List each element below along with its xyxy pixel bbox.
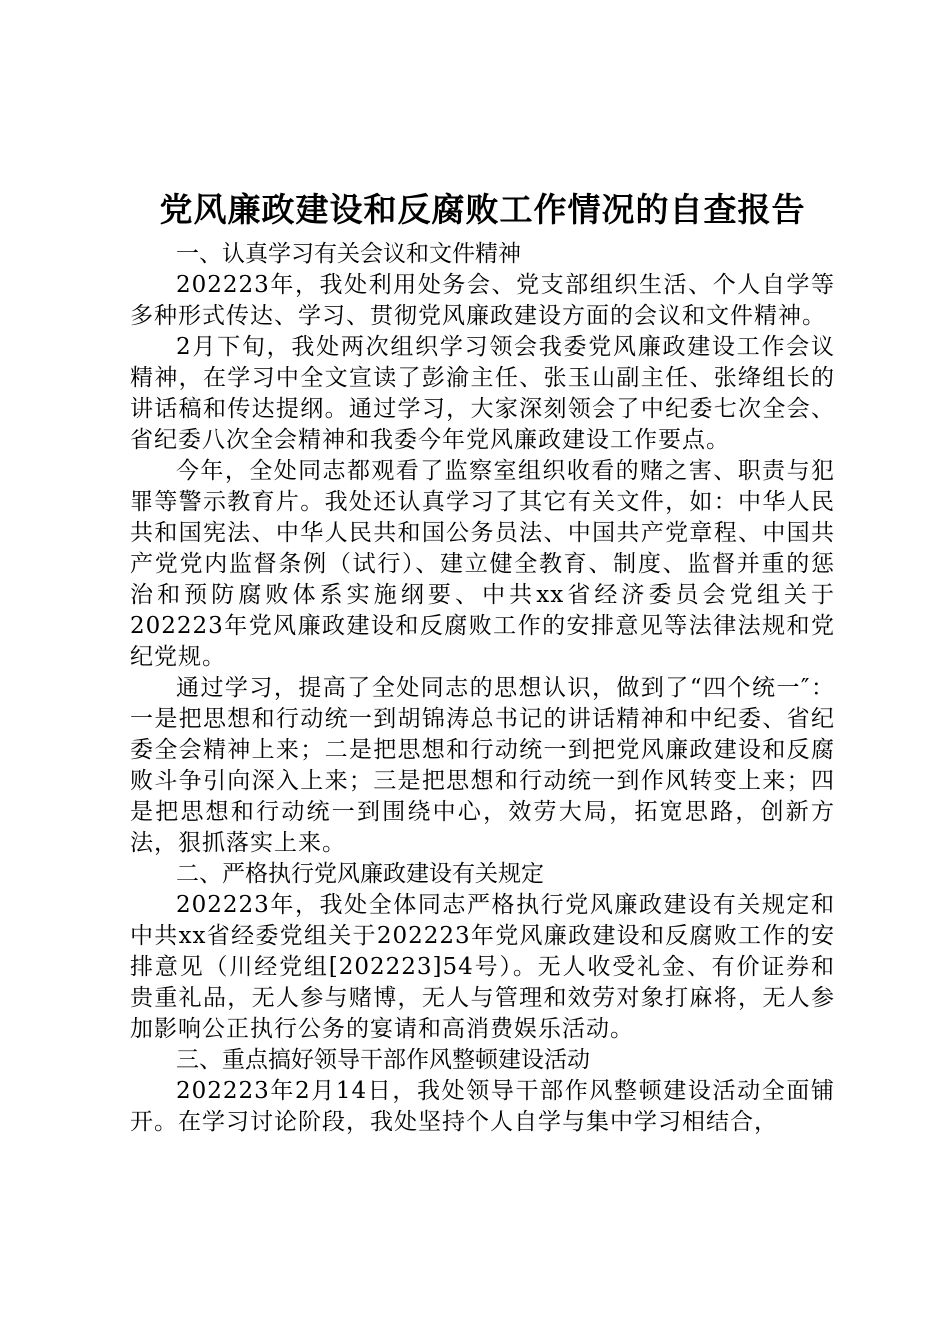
document-title: 党风廉政建设和反腐败工作情况的自查报告 (159, 190, 806, 229)
paragraph: 2月下旬，我处两次组织学习领会我委党风廉政建设工作会议精神，在学习中全文宣读了彭渝主任、张玉山副主任、张绛组长的讲话稿和传达提纲。通过学习，大家深刻领会了中纪委七次全会、省纪委八次全会精神和我委今年党风廉政建设工作要点。 (130, 334, 835, 453)
section-2 (130, 859, 835, 1045)
paragraph: 今年，全处同志都观看了监察室组织收看的赌之害、职责与犯罪等警示教育片。我处还认真学习了其它有关文件，如：中华人民共和国宪法、中华人民共和国公务员法、中国共产党章程、中国共产党党内监督条例（试行）、建立健全教育、制度、监督并重的惩治和预防腐败体系实施纲要、中共xx省经济委员会党组关于202223年党风廉政建设和反腐败工作的安排意见等法律法规和党纪党规。 (130, 458, 835, 670)
section-1 (130, 239, 835, 859)
section-heading: 一、认真学习有关会议和文件精神 (176, 241, 521, 267)
paragraph: 202223年，我处全体同志严格执行党风廉政建设有关规定和中共xx省经委党组关于202223年党风廉政建设和反腐败工作的安排意见（川经党组[202223]54号）。无人收受礼金、有价证券和贵重礼品，无人参与赌博，无人与管理和效劳对象打麻将，无人参加影响公正执行公务的宴请和高消费娱乐活动。 (130, 892, 835, 1042)
paragraph: 202223年，我处利用处务会、党支部组织生活、个人自学等多种形式传达、学习、贯彻党风廉政建设方面的会议和文件精神。 (130, 272, 835, 329)
section-heading: 二、严格执行党风廉政建设有关规定 (176, 861, 544, 887)
document-page (130, 185, 835, 1138)
paragraph: 202223年2月14日，我处领导干部作风整顿建设活动全面铺开。在学习讨论阶段，我处坚持个人自学与集中学习相结合， (130, 1078, 835, 1135)
section-heading: 三、重点搞好领导干部作风整顿建设活动 (176, 1047, 590, 1073)
paragraph: 通过学习，提高了全处同志的思想认识，做到了“四个统一″：一是把思想和行动统一到胡锦涛总书记的讲话精神和中纪委、省纪委全会精神上来；二是把思想和行动统一到把党风廉政建设和反腐败斗争引向深入上来；三是把思想和行动统一到作风转变上来；四是把思想和行动统一到围绕中心，效劳大局，拓宽思路，创新方法，狠抓落实上来。 (130, 675, 835, 856)
section-3 (130, 1045, 835, 1138)
